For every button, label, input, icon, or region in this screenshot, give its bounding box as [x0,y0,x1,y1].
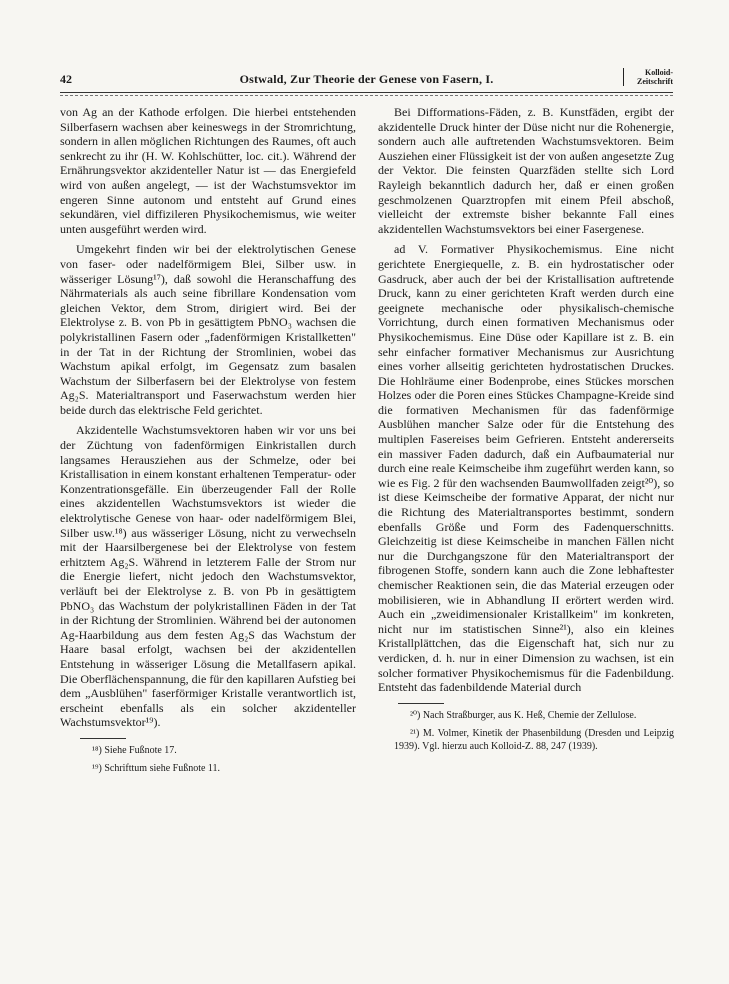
paragraph: Bei Difformations-Fäden, z. B. Kunstfäden, ergibt der akzidentelle Druck hinter der Düse nicht nur die Rohenergie, sondern auch alle auftretenden Wachstumsvektoren. Beim Ausziehen einer Flüssigkeit ist der von außen angesetzte Zug der Vektor. Die feinsten Quarzfäden stellte sich Lord Rayleigh bekanntlich dadurch her, daß er einen großen geschmolzenen Quarztropfen mit einem Pfeil abschoß, vielleicht der extremste bisher bekannte Fall eines akzidentellen Wachstumsvektors bei einer Fasergenese. [378,105,674,236]
paragraph: von Ag an der Kathode erfolgen. Die hierbei entstehenden Silberfasern wachsen aber keineswegs in der Stromrichtung, sondern in allen möglichen Richtungen des Raumes, oft auch senkrecht zu ihr (H. W. Kohlschütter, loc. cit.). Während der Ernährungsvektor akzidenteller Natur ist — das Energiefeld wird von außen angelegt, — ist der Wachstumsvektor im engeren Sinne autonom und entsteht auf Grund eines sekundären, viel diffizileren Physikochemismus, wie weiter unten ausgeführt werden wird. [60,105,356,236]
paragraph: Umgekehrt finden wir bei der elektrolytischen Genese von faser- oder nadelförmigem Blei, Silber usw. in wässeriger Lösung¹⁷), daß sowohl die Heranschaffung des Nährmaterials als auch seine fibrillare Kondensation vom gleichen Vektor, dem Strom, dirigiert wird. Bei der Elektrolyse z. B. von Pb in gesättigtem PbNO₃ wachsen die polykristallinen Fasern oder „fadenförmigen Kristallketten" in der Tat in der Richtung der Stromlinien, wobei das Wachstum apikal erfolgt, im Gegensatz zum basalen Wachstum der Silberfasern bei der Elektrolyse von festem Ag₂S. Materialtransport und Faserwachstum werden hier beide durch das elektrische Feld gerichtet. [60,242,356,417]
paragraph: Akzidentelle Wachstumsvektoren haben wir vor uns bei der Züchtung von fadenförmigen Einkristallen durch langsames Herausziehen aus der Schmelze, oder bei Kristallisation in einem konstant erhaltenen Temperatur- oder Konzentrationsgefälle. Ein überzeugender Fall der Rolle eines akzidentellen Wachstumsvektors ist wieder die elektrolytische Genese von haar- oder nadelförmigem Blei, Silber usw.¹⁸) aus wässeriger Lösung, nicht zu verwechseln mit der Haarsilbergenese bei der Elektrolyse von festem erhitztem Ag₂S. Während in letzterem Falle der Strom nur die Energie liefert, nicht jedoch den Wachstumsvektor, verläuft bei der Elektrolyse z. B. von Pb in gesättigtem PbNO₃ das Wachstum der polykristallinen Fäden in der Tat in der Richtung der Stromlinien. Während bei der autonomen Ag-Haarbildung aus dem festen Ag₂S das Wachstum der Haare basal erfolgt, wachsen bei der akzidentellen Entstehung in wässeriger Lösung die Metallfasern apikal. Die Oberflächenspannung, die für den kapillaren Aufstieg bei dem „Ausblühen" faserförmiger Kristalle verantwortlich ist, erscheint ebenfalls als ein solcher akzidenteller Wachstumsvektor¹⁹). [60,423,356,730]
footnote: ²⁰) Nach Straßburger, aus K. Heß, Chemie der Zellulose. [410,709,637,721]
footnote-rule [80,738,126,739]
right-column [378,105,674,753]
page-header [60,68,673,90]
footnote: ¹⁸) Siehe Fußnote 17. [92,744,177,756]
journal-name-line2: Zeitschrift [637,77,673,86]
footnote: ¹⁹) Schrifttum siehe Fußnote 11. [92,763,221,775]
paragraph: ad V. Formativer Physikochemismus. Eine nicht gerichtete Energiequelle, z. B. ein hydrostatischer oder Gasdruck, aber auch der bei der Kristallisation auftretende Druck, kann zu einer gerichteten Kraft werden durch eine geeignete mechanische oder physikalisch-chemische Vorrichtung, durch einen formativen Mechanismus oder Physikochemismus. Eine Düse oder Kapillare ist z. B. ein sehr einfacher formativer Mechanismus zur Ausrichtung eines vorher allseitig gerichteten hydrostatischen Druckes. Die Hohlräume einer Bodenprobe, eines Stückes morschen Holzes oder die Poren eines Stückes Champagne-Kreide sind die formativen Mechanismen für das fadenförmige Ausblühen mancher Salze oder für die Entstehung des multiplen Fasereises beim Gefrieren. Entsteht andererseits ein massiver Faden dadurch, daß ein Aufbaumaterial nur durch eine reale Keimscheibe ihm zugeführt werden kann, so wie es Fig. 2 für den wachsenden Baumwollfaden zeigt²⁰), so ist diese Keimscheibe der formative Apparat, der nicht nur die Richtung des Materialtransportes bestimmt, sondern ebenfalls Größe und Form des Fadenquerschnitts. Gleichzeitig ist diese Keimscheibe in manchen Fällen nicht nur die Durchgangszone für den Materialtransport der fibrogenen Stoffe, sondern kann auch die Zone lebhaftester chemischer Reaktionen sein, die das Material erzeugen oder mobilisieren, wie in Abhandlung II erörtert werden wird. Auch ein „zweidimensionaler Kristallkeim" im konkreten, nicht nur im statistischen Sinne²¹), also ein kleines Kristallplättchen, das die Eigenschaft hat, sich nur zu verdicken, d. h. nur in einer Dimension zu wachsen, ist ein solcher formativer Physikochemismus für die Fadenbildung. Entsteht das fadenbildende Material durch [378,242,674,695]
header-rule [60,92,673,93]
running-title: Ostwald, Zur Theorie der Genese von Fasern, I. [239,72,494,86]
header-rule-dashed [60,95,673,96]
left-column [60,105,356,776]
journal-name [623,68,673,86]
footnote-rule [398,703,444,704]
footnote: ²¹) M. Volmer, Kinetik der Phasenbildung (Dresden und Leipzig 1939). Vgl. hierzu auch Kolloid-Z. 88, 247 (1939). [394,728,674,752]
journal-name-line1: Kolloid- [644,68,673,77]
page-number: 42 [60,72,72,86]
